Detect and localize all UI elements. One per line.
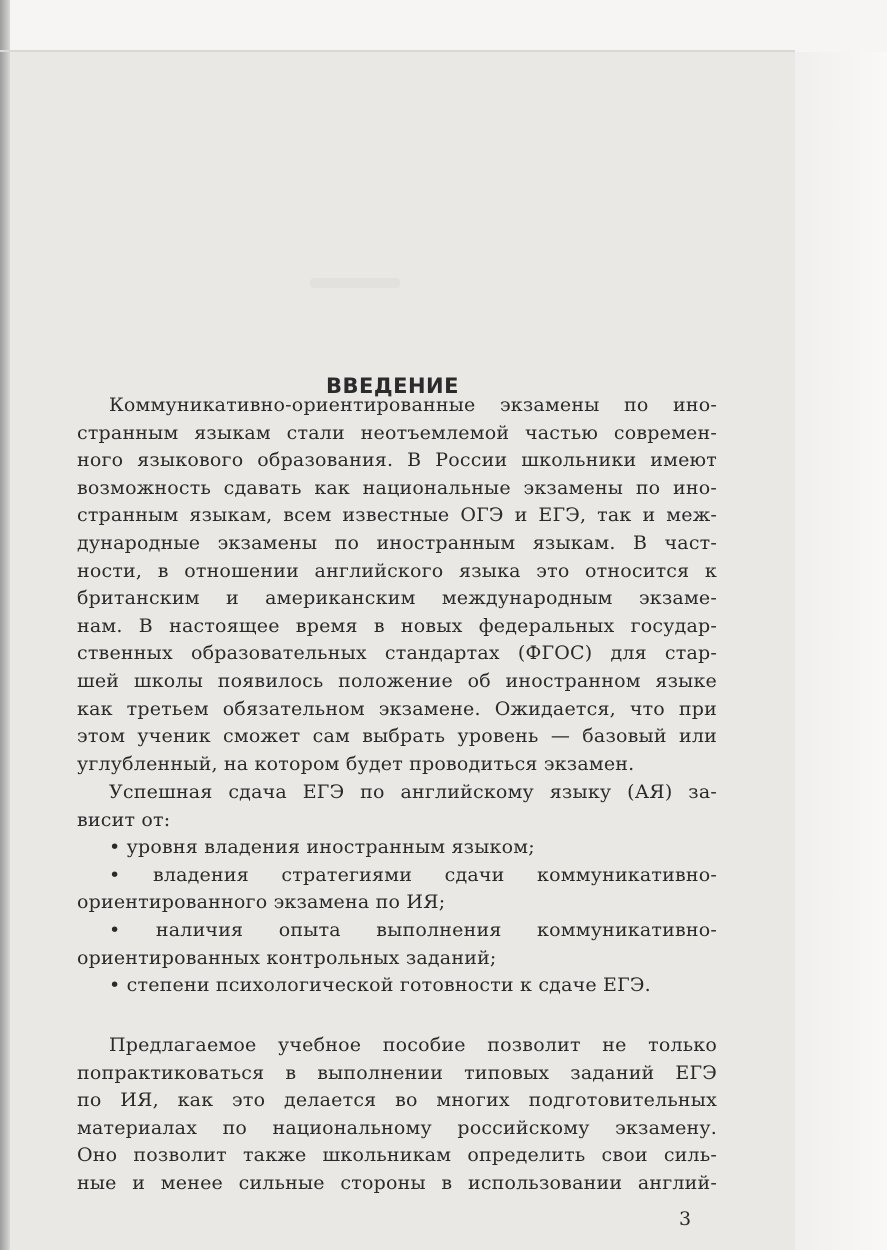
text-line: Оно позволит также школьникам определить свои силь- xyxy=(77,1144,717,1167)
text-line: Успешная сдача ЕГЭ по английскому языку (АЯ) за- xyxy=(109,781,717,803)
text-line: материалах по национальному российскому экзамену. xyxy=(77,1116,717,1139)
text-line: Предлагаемое учебное пособие позволит не только xyxy=(109,1034,717,1056)
paragraph-success-factors xyxy=(77,779,717,1000)
scan-smudge xyxy=(310,278,400,288)
book-page xyxy=(10,52,795,1250)
page-title: ВВЕДЕНИЕ xyxy=(326,374,459,398)
bullet-item: • уровня владения иностранным языком; xyxy=(109,836,535,859)
text-line: ориентированного экзамена по ИЯ; xyxy=(77,891,446,914)
text-line: ориентированных контрольных заданий; xyxy=(77,946,497,969)
text-line: углубленный, на котором будет проводиться экзамен. xyxy=(77,752,635,775)
text-line: по ИЯ, как это делается во многих подготовительных xyxy=(77,1089,717,1112)
bullet-item: • наличия опыта выполнения коммуникативно- xyxy=(109,918,717,941)
text-line: странным языкам, всем известные ОГЭ и ЕГЭ, так и меж- xyxy=(77,504,717,527)
bullet-item: • владения стратегиями сдачи коммуникативно- xyxy=(109,863,717,886)
paragraph-textbook xyxy=(77,1032,717,1198)
page-margin-right xyxy=(795,52,887,1250)
text-line: ственных образовательных стандартах (ФГОС) для стар- xyxy=(77,642,717,665)
paragraph-intro xyxy=(77,392,717,778)
binding-shadow xyxy=(0,0,10,1250)
bullet-item: • степени психологической готовности к сдаче ЕГЭ. xyxy=(109,974,651,997)
text-line: ные и менее сильные стороны в использовании англий- xyxy=(77,1171,717,1194)
page-number: 3 xyxy=(679,1208,692,1230)
text-line: ного языкового образования. В России школьники имеют xyxy=(77,449,717,472)
text-line: нам. В настоящее время в новых федеральных государ- xyxy=(77,614,717,637)
text-line: ности, в отношении английского языка это относится к xyxy=(77,559,717,582)
text-line: этом ученик сможет сам выбрать уровень — базовый или xyxy=(77,725,717,748)
text-line: возможность сдавать как национальные экзамены по ино- xyxy=(77,476,717,499)
text-line: как третьем обязательном экзамене. Ожидается, что при xyxy=(77,697,717,720)
text-line: попрактиковаться в выполнении типовых заданий ЕГЭ xyxy=(77,1061,717,1084)
text-line: британским и американским международным экзаме- xyxy=(77,587,717,610)
text-line: шей школы появилось положение об иностранном языке xyxy=(77,669,717,692)
text-line: Коммуникативно-ориентированные экзамены по ино- xyxy=(109,394,717,416)
text-line: висит от: xyxy=(77,808,171,831)
text-line: странным языкам стали неотъемлемой частью современ- xyxy=(77,421,717,444)
text-line: дународные экзамены по иностранным языкам. В част- xyxy=(77,531,717,554)
